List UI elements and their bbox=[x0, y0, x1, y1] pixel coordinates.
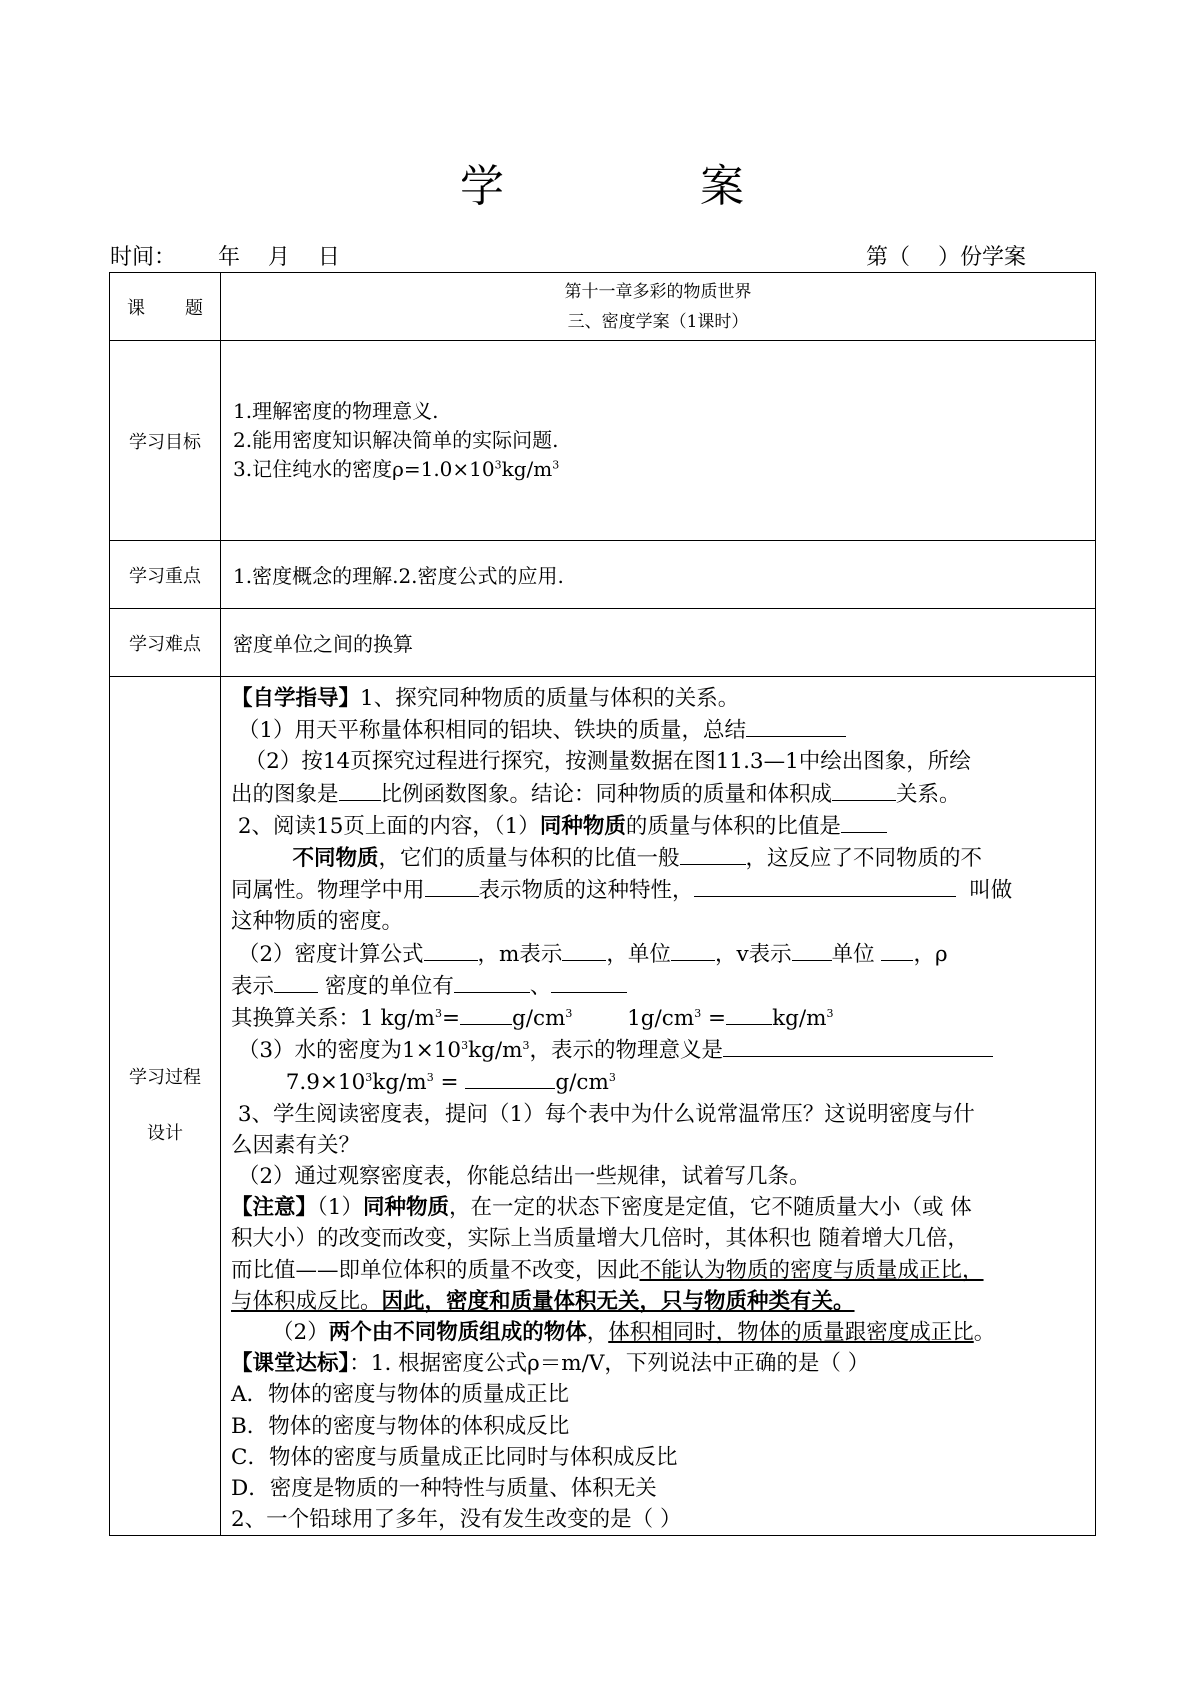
process-line: （2）按14页探究过程进行探究，按测量数据在图11.3—1中绘出图象，所绘 bbox=[244, 749, 971, 775]
fill-blank[interactable] bbox=[339, 778, 381, 801]
fill-blank[interactable] bbox=[723, 1034, 993, 1057]
goal-1: 1.理解密度的物理意义. bbox=[233, 399, 439, 423]
option-d: D．密度是物质的一种特性与质量、体积无关 bbox=[231, 1476, 657, 1502]
fill-blank[interactable] bbox=[551, 970, 627, 993]
goal-3: 3.记住纯水的密度$\rho=1.0\times 10^3kg/m^3$ bbox=[233, 457, 560, 481]
process-line: （2）密度计算公式 ，m表示 ，单位 ，v表示 单位 ，ρ bbox=[231, 938, 1085, 970]
topic-label: 课 题 bbox=[110, 273, 221, 341]
lesson-plan-table bbox=[109, 272, 1096, 1536]
fill-blank[interactable] bbox=[671, 938, 715, 961]
process-line: 这种物质的密度。 bbox=[231, 909, 404, 935]
fill-blank[interactable] bbox=[562, 938, 606, 961]
process-label-2: 设计 bbox=[147, 1123, 183, 1145]
process-line: 出的图象是 比例函数图象。结论：同种物质的质量和体积成 关系。 bbox=[231, 778, 1085, 810]
header-line bbox=[110, 240, 1100, 274]
option-c: C．物体的密度与质量成正比同时与体积成反比 bbox=[231, 1444, 678, 1470]
difficulty-label: 学习难点 bbox=[110, 609, 221, 677]
process-line: 3、学生阅读密度表，提问（1）每个表中为什么说常温常压？这说明密度与什 bbox=[237, 1101, 975, 1127]
fill-blank[interactable] bbox=[832, 778, 896, 801]
topic-cell bbox=[221, 273, 1096, 341]
process-line: 【课堂达标】：1. 根据密度公式ρ＝m/V，下列说法中正确的是（ ） bbox=[231, 1351, 870, 1377]
goals-label: 学习目标 bbox=[110, 341, 221, 541]
copy-number: 第（ ）份学案 bbox=[866, 245, 1026, 270]
process-line: 而比值——即单位体积的质量不改变，因此不能认为物质的密度与质量成正比， bbox=[231, 1257, 984, 1283]
option-b: B．物体的密度与物体的体积成反比 bbox=[231, 1413, 570, 1439]
process-line: 表示 密度的单位有 、 bbox=[231, 970, 1085, 1002]
process-line: 不同物质，它们的质量与体积的比值一般 ，这反应了不同物质的不 bbox=[231, 842, 1085, 874]
fill-blank[interactable] bbox=[454, 970, 530, 993]
process-line: 么因素有关？ bbox=[231, 1132, 361, 1158]
process-line: 其换算关系：1 $kg/m^3= g/cm^3$ $1g/cm^3 = kg/m^3$ bbox=[231, 1002, 1085, 1034]
difficulty-text: 密度单位之间的换算 bbox=[221, 609, 1096, 677]
focus-row bbox=[110, 541, 1096, 609]
title-char-2: 案 bbox=[700, 161, 744, 212]
process-line: $7.9\times 10^3kg/m^3 = g/cm^3$ bbox=[231, 1066, 1085, 1098]
topic-row bbox=[110, 273, 1096, 341]
process-line: 2、阅读15页上面的内容，（1）同种物质的质量与体积的比值是 bbox=[231, 810, 1085, 842]
process-line: 与体积成反比。因此，密度和质量体积无关，只与物质种类有关。 bbox=[231, 1288, 855, 1314]
focus-label: 学习重点 bbox=[110, 541, 221, 609]
process-label bbox=[110, 677, 221, 1536]
fill-blank[interactable] bbox=[792, 938, 832, 961]
process-line: （3）水的密度为$1\times 10^3kg/m^3$，表示的物理意义是 bbox=[231, 1034, 1085, 1066]
fill-blank[interactable] bbox=[881, 938, 913, 961]
fill-blank[interactable] bbox=[465, 1066, 555, 1089]
goal-2: 2.能用密度知识解决简单的实际问题. bbox=[233, 428, 559, 452]
goals-cell bbox=[221, 341, 1096, 541]
process-line: 同属性。物理学中用 表示物质的这种特性， 叫做 bbox=[231, 874, 1085, 906]
difficulty-row bbox=[110, 609, 1096, 677]
fill-blank[interactable] bbox=[424, 938, 478, 961]
process-row bbox=[110, 677, 1096, 1536]
fill-blank[interactable] bbox=[746, 714, 846, 737]
process-line: （1）用天平称量体积相同的铝块、铁块的质量，总结 bbox=[231, 714, 1085, 746]
title-char-1: 学 bbox=[460, 161, 504, 212]
process-cell bbox=[221, 677, 1096, 1536]
process-line: 【注意】（1）同种物质，在一定的状态下密度是定值，它不随质量大小（或 体 bbox=[231, 1195, 972, 1221]
goals-row bbox=[110, 341, 1096, 541]
process-line: 积大小）的改变而改变，实际上当质量增大几倍时，其体积也 随着增大几倍， bbox=[231, 1226, 969, 1252]
process-line: （2）两个由不同物质组成的物体，体积相同时，物体的质量跟密度成正比。 bbox=[272, 1320, 996, 1346]
fill-blank[interactable] bbox=[726, 1002, 772, 1025]
topic-line-1: 第十一章多彩的物质世界 bbox=[564, 281, 752, 302]
process-line: 【自学指导】1、探究同种物质的质量与体积的关系。 bbox=[231, 686, 740, 711]
fill-blank[interactable] bbox=[460, 1002, 512, 1025]
process-label-1: 学习过程 bbox=[129, 1067, 201, 1089]
fill-blank[interactable] bbox=[694, 874, 956, 897]
process-line: 2、一个铅球用了多年，没有发生改变的是（ ） bbox=[231, 1507, 682, 1533]
date-line: 时间： 年 月 日 bbox=[110, 245, 340, 270]
fill-blank[interactable] bbox=[274, 970, 318, 993]
process-line: （2）通过观察密度表，你能总结出一些规律，试着写几条。 bbox=[237, 1164, 811, 1190]
fill-blank[interactable] bbox=[425, 874, 479, 897]
focus-text: 1.密度概念的理解.2.密度公式的应用. bbox=[221, 541, 1096, 609]
option-a: A．物体的密度与物体的质量成正比 bbox=[231, 1382, 570, 1408]
fill-blank[interactable] bbox=[841, 810, 887, 833]
topic-line-2: 三、密度学案（1课时） bbox=[567, 311, 749, 332]
fill-blank[interactable] bbox=[680, 842, 746, 865]
